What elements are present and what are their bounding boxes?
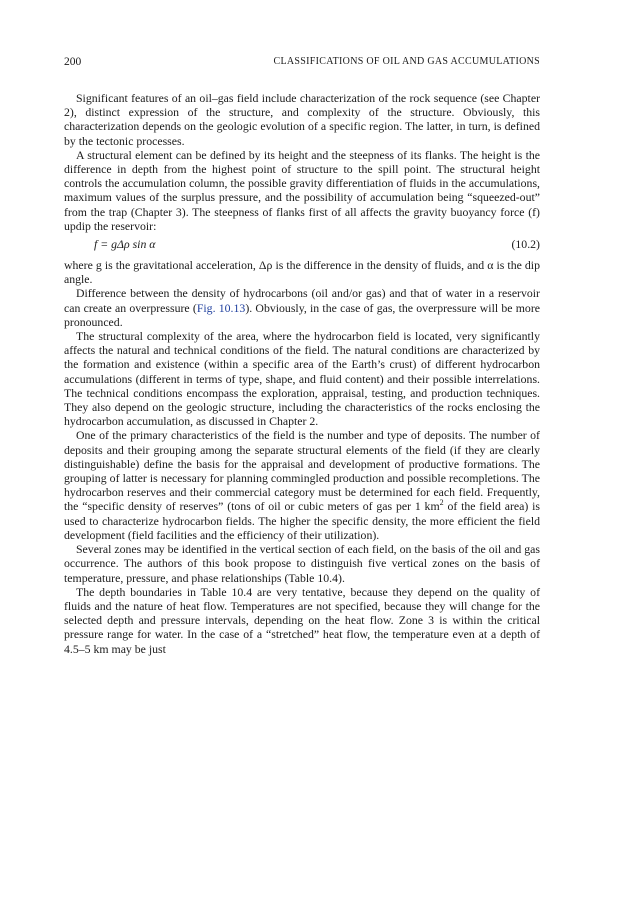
paragraph-vertical-zones: Several zones may be identified in the vertical section of each field, on the basis of the oil and gas occurrence. The authors of this book propose to distinguish five vertical zones on the basis of temperature, pressure, and phase relationships (Table 10.4).	[64, 542, 540, 585]
paragraph-equation-terms: where g is the gravitational acceleration, Δρ is the difference in the density of fluids, and α is the dip angle.	[64, 258, 540, 287]
page-number: 200	[64, 56, 82, 68]
page-header	[64, 56, 540, 72]
running-head: CLASSIFICATIONS OF OIL AND GAS ACCUMULATIONS	[273, 56, 540, 67]
body-text	[64, 91, 540, 656]
deposits-text-start: One of the primary characteristics of the field is the number and type of deposits. The number of deposits and their grouping among the separate structural elements of the field (if they are clearly distinguishable) define the basis for the appraisal and development of productive formations. The grouping of latter is necessary for planning commingled production and possible recompletions. The hydrocarbon reserves and their commercial category must be determined for each field. Frequently, the “specific density of reserves” (tons of oil or cubic meters of gas per 1 km	[64, 428, 540, 514]
figure-10-13-link[interactable]: Fig. 10.13	[196, 300, 246, 315]
paragraph-structure-features: Significant features of an oil–gas field include characterization of the rock sequence (see Chapter 2), distinct expression of the structure, and complexity of the structure. Obviously, this characterization depends on the geologic evolution of a specific region. The latter, in turn, is defined by the tectonic processes.	[64, 91, 540, 148]
equation-formula: f = gΔρ sin α	[94, 237, 156, 252]
overpressure-text-start: Difference between the density of hydrocarbons (oil and/or gas) and that of water in a reservoir can create an overpressure (	[64, 286, 540, 315]
equation-10-2	[64, 237, 540, 253]
paragraph-structural-element: A structural element can be defined by its height and the steepness of its flanks. The height is the difference in depth from the highest point of structure to the spill point. The structural height controls the accumulation column, the possible gravity differentiation of fluids in the accumulations, maximum values of the surplus pressure, and the possibility of accumulation being “squeezed-out” from the trap (Chapter 3). The steepness of flanks first of all affects the gravity buoyancy force (f) updip the reservoir:	[64, 147, 540, 233]
paragraph-depth-boundaries: The depth boundaries in Table 10.4 are very tentative, because they depend on the quality of fluids and the nature of heat flow. Temperatures are not specified, because they will change for the selected depth and pressure intervals, depending on the heat flow. Zone 3 is within the critical pressure range for water. In the case of a “stretched” heat flow, the temperature even at a depth of 4.5–5 km may be just	[64, 584, 540, 656]
paragraph-overpressure	[64, 286, 540, 329]
paragraph-structural-complexity: The structural complexity of the area, where the hydrocarbon field is located, very significantly affects the natural and technical conditions of the field. The natural conditions are characterized by the formation and existence (within a specific area of the Earth’s crust) of different hydrocarbon accumulations (different in terms of type, shape, and fluid content) and their possible interrelations. The technical conditions encompass the exploration, appraisal, testing, and production techniques. They also depend on the geologic structure, including the characteristics of the rocks enclosing the hydrocarbon accumulation, as discussed in Chapter 2.	[64, 329, 540, 429]
paragraph-deposits	[64, 428, 540, 542]
superscript-2: 2	[439, 498, 444, 508]
overpressure-text-end: ). Obviously, in the case of gas, the overpressure will be more pronounced.	[64, 300, 540, 329]
equation-number: (10.2)	[511, 237, 540, 252]
deposits-text-end: of the field area) is used to characterize hydrocarbon fields. The higher the specific density, the more efficient the field development (field facilities and the efficiency of their utilization).	[64, 499, 540, 542]
